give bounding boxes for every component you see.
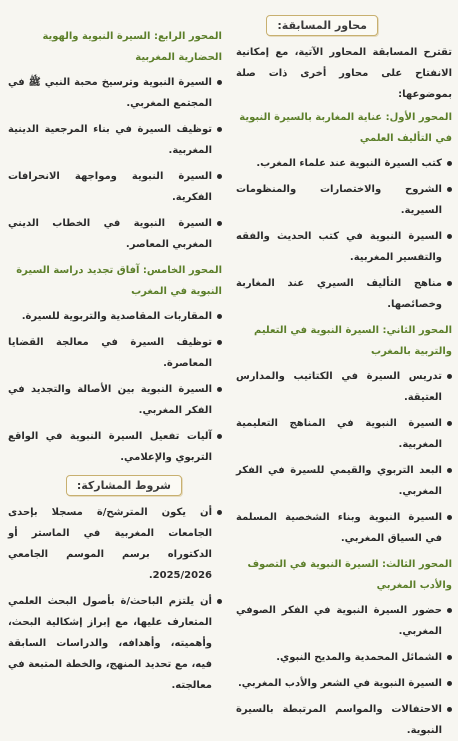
bullet-icon	[217, 80, 222, 85]
list-item	[8, 72, 222, 114]
axis-5-list	[8, 306, 222, 468]
bullet-icon	[447, 707, 452, 712]
bullet-icon	[217, 510, 222, 515]
item-text: الاحتفالات والمواسم المرتبطة بالسيرة النبوية.	[236, 704, 442, 736]
bullet-icon	[447, 515, 452, 520]
bullet-icon	[447, 421, 452, 426]
participation-section-title: شروط المشاركة:	[66, 475, 182, 496]
item-text: مناهج التأليف السيري عند المغاربة وخصائصها.	[236, 278, 442, 310]
axis-3-heading: المحور الثالث: السيرة النبوية في التصوف والأدب المغربي	[247, 559, 452, 591]
bullet-icon	[447, 187, 452, 192]
participation-list	[8, 502, 222, 696]
item-text: آليات تفعيل السيرة النبوية في الواقع التربوي والإعلامي.	[8, 431, 212, 463]
item-text: البعد التربوي والقيمي للسيرة في الفكر المغربي.	[236, 465, 442, 497]
axes-section-title: محاور المسابقة:	[266, 15, 378, 36]
top-spacer	[8, 14, 222, 24]
list-item	[236, 366, 452, 408]
bullet-icon	[447, 468, 452, 473]
item-text: توظيف السيرة في معالجة القضايا المعاصرة.	[8, 337, 212, 369]
list-item	[236, 699, 452, 741]
list-item	[236, 273, 452, 315]
list-item	[8, 379, 222, 421]
axis-1-list	[236, 153, 452, 315]
list-item	[8, 502, 222, 586]
list-item	[8, 166, 222, 208]
list-item	[236, 226, 452, 268]
list-item	[8, 119, 222, 161]
bullet-icon	[217, 387, 222, 392]
axis-5-heading: المحور الخامس: آفاق تجديد دراسة السيرة النبوية في المغرب	[16, 265, 222, 297]
axis-4-heading: المحور الرابع: السيرة النبوية والهوية الحضارية المغربية	[42, 31, 222, 63]
item-text: السيرة النبوية وترسيخ محبة النبي ﷺ في المجتمع المغربي.	[8, 77, 212, 109]
bullet-icon	[217, 221, 222, 226]
item-text: السيرة النبوية في الشعر والأدب المغربي.	[238, 678, 442, 689]
list-item	[236, 153, 452, 174]
bullet-icon	[447, 234, 452, 239]
item-text: كتب السيرة النبوية عند علماء المغرب.	[256, 158, 442, 169]
item-text: أن يكون المترشح/ة مسجلا بإحدى الجامعات المغربية في الماستر أو الدكتوراه برسم الموسم الجامعي 2025/2026.	[8, 507, 212, 581]
bullet-icon	[217, 340, 222, 345]
list-item	[236, 600, 452, 642]
item-text: السيرة النبوية بين الأصالة والتجديد في الفكر المغربي.	[8, 384, 212, 416]
list-item	[8, 426, 222, 468]
item-text: المقاربات المقاصدية والتربوية للسيرة.	[21, 311, 212, 322]
item-text: الشمائل المحمدية والمديح النبوي.	[276, 652, 442, 663]
item-text: السيرة النبوية وبناء الشخصية المسلمة في السياق المغربي.	[236, 512, 442, 544]
list-item	[236, 507, 452, 549]
list-item	[236, 673, 452, 694]
bullet-icon	[447, 655, 452, 660]
bullet-icon	[447, 281, 452, 286]
axes-title-wrap	[236, 14, 378, 36]
bullet-icon	[217, 599, 222, 604]
left-column	[8, 14, 222, 691]
item-text: الشروح والاختصارات والمنظومات السيرية.	[236, 184, 442, 216]
list-item	[236, 460, 452, 502]
item-text: السيرة النبوية في كتب الحديث والفقه والتفسير المغربية.	[236, 231, 442, 263]
list-item	[8, 306, 222, 327]
bullet-icon	[447, 161, 452, 166]
axis-2-heading: المحور الثاني: السيرة النبوية في التعليم والتربية بالمغرب	[254, 325, 452, 357]
axis-3-list	[236, 600, 452, 741]
bullet-icon	[217, 127, 222, 132]
right-column	[236, 14, 452, 736]
item-text: السيرة النبوية ومواجهة الانحرافات الفكرية.	[8, 171, 212, 203]
bullet-icon	[447, 374, 452, 379]
item-text: السيرة النبوية في الخطاب الديني المغربي المعاصر.	[8, 218, 212, 250]
bullet-icon	[217, 314, 222, 319]
axis-4-list	[8, 72, 222, 255]
list-item	[8, 332, 222, 374]
list-item	[236, 413, 452, 455]
item-text: أن يلتزم الباحث/ة بأصول البحث العلمي المتعارف عليها، مع إبراز إشكالية البحث، وأهميته، وأهدافه، والدراسات السابقة فيه، مع تحديد المنهج، والخطة المتبعة في معالجته.	[8, 596, 212, 691]
bullet-icon	[447, 608, 452, 613]
bullet-icon	[217, 174, 222, 179]
item-text: تدريس السيرة في الكتاتيب والمدارس العتيقة.	[236, 371, 442, 403]
list-item	[8, 213, 222, 255]
bullet-icon	[217, 434, 222, 439]
list-item	[8, 591, 222, 696]
list-item	[236, 179, 452, 221]
participation-title-wrap	[8, 474, 182, 496]
item-text: السيرة النبوية في المناهج التعليمية المغربية.	[236, 418, 442, 450]
item-text: حضور السيرة النبوية في الفكر الصوفي المغربي.	[236, 605, 442, 637]
item-text: توظيف السيرة في بناء المرجعية الدينية المغربية.	[8, 124, 212, 156]
axis-1-heading: المحور الأول: عناية المغاربة بالسيرة النبوية في التأليف العلمي	[239, 112, 452, 144]
bullet-icon	[447, 681, 452, 686]
axis-2-list	[236, 366, 452, 549]
list-item	[236, 647, 452, 668]
axes-intro: تقترح المسابقة المحاور الآتية، مع إمكانية الانفتاح على محاور أخرى ذات صلة بموضوعها:	[236, 47, 452, 100]
